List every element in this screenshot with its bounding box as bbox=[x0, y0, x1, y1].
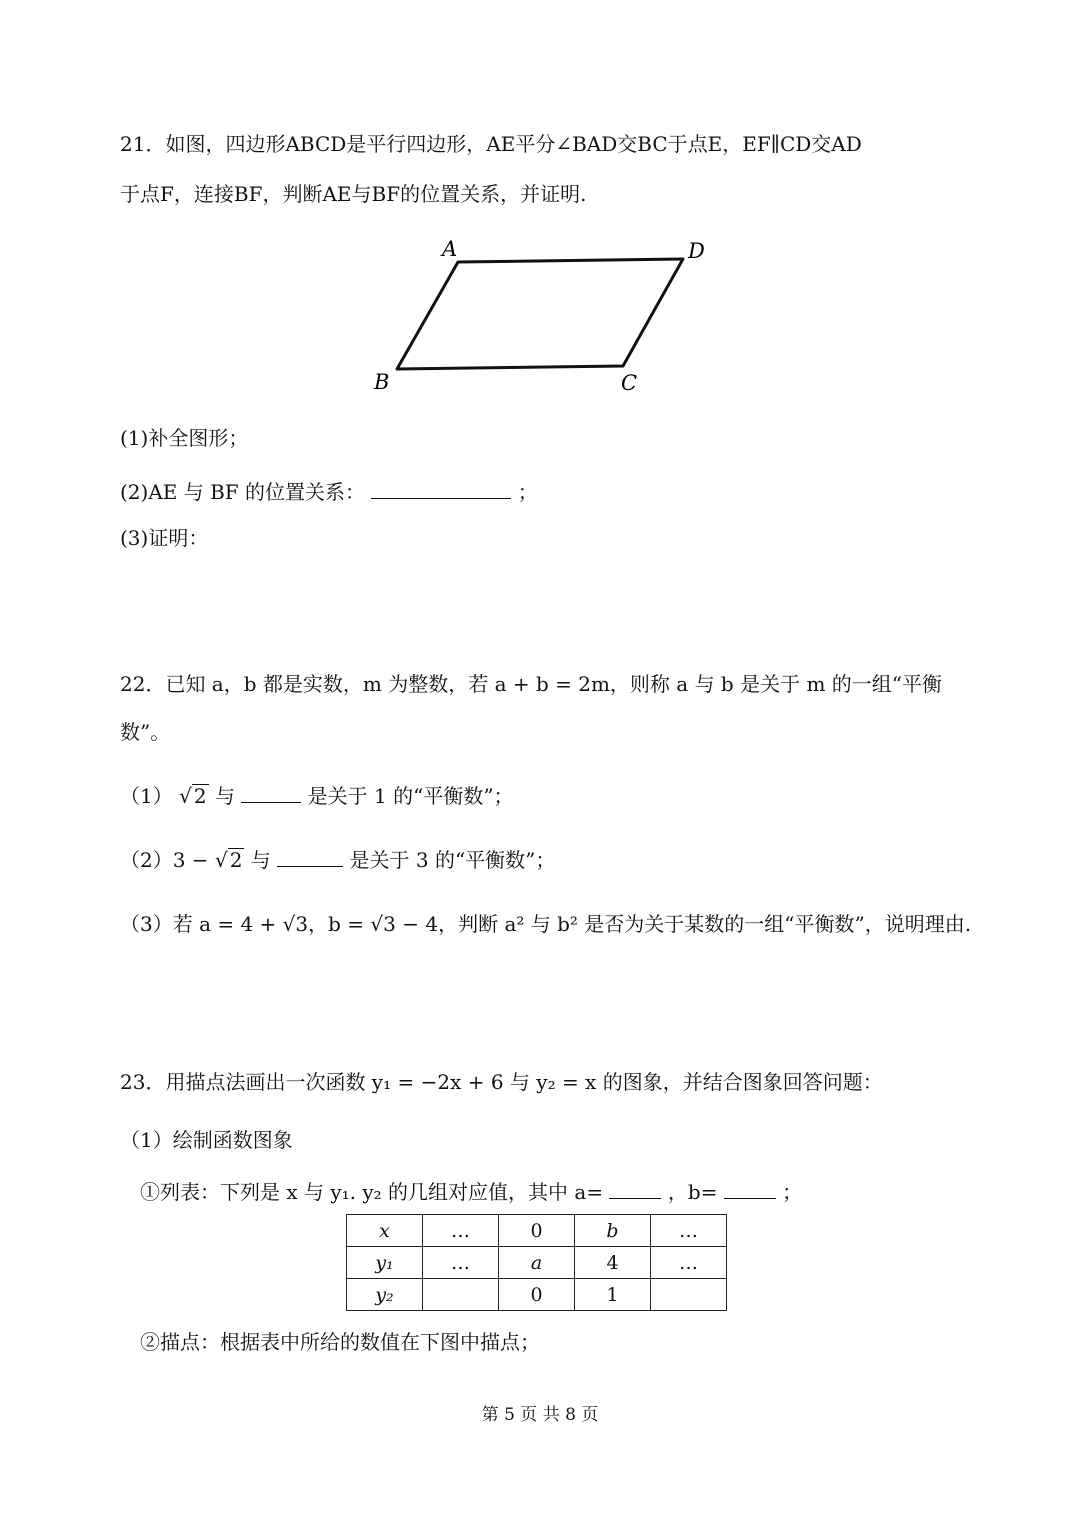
table-row bbox=[347, 1215, 727, 1247]
q22-part1-mid: 与 bbox=[214, 784, 235, 808]
q22-part2-post: 是关于 3 的“平衡数”； bbox=[349, 848, 556, 872]
q23-step2: ②描点：根据表中所给的数值在下图中描点； bbox=[140, 1330, 540, 1354]
q22-part1-post: 是关于 1 的“平衡数”； bbox=[307, 784, 514, 808]
parallelogram-figure bbox=[360, 232, 720, 402]
table-cell: … bbox=[423, 1215, 499, 1247]
table-cell: b bbox=[575, 1215, 651, 1247]
q22-part2-mid: 与 bbox=[250, 848, 271, 872]
q22-line1: 22．已知 a，b 都是实数，m 为整数，若 a + b = 2m，则称 a 与 b 是关于 m 的一组“平衡 bbox=[120, 672, 942, 696]
label-c: C bbox=[621, 371, 638, 395]
table-cell: y₁ bbox=[347, 1247, 423, 1279]
table-cell: a bbox=[499, 1247, 575, 1279]
table-cell bbox=[423, 1279, 499, 1311]
q22-part1-blank[interactable] bbox=[241, 780, 301, 803]
q21-part1: (1)补全图形； bbox=[120, 426, 249, 450]
q23-blank-b[interactable] bbox=[724, 1176, 776, 1199]
table-cell: 4 bbox=[575, 1247, 651, 1279]
q23-step1-pre: ①列表：下列是 x 与 y₁. y₂ 的几组对应值，其中 a= bbox=[140, 1180, 604, 1204]
q22-part1-radicand: 2 bbox=[193, 784, 207, 808]
q21-part3: (3)证明： bbox=[120, 526, 209, 550]
label-a: A bbox=[442, 237, 458, 261]
q23-step1 bbox=[140, 1176, 802, 1206]
q23-blank-a[interactable] bbox=[609, 1176, 661, 1199]
q22-part3: （3）若 a = 4 + √3，b = √3 − 4，判断 a² 与 b² 是否为关于某数的一组“平衡数”，说明理由. bbox=[120, 912, 972, 936]
table-cell: 0 bbox=[499, 1215, 575, 1247]
parallelogram-abcd bbox=[397, 259, 683, 369]
q22-part1 bbox=[120, 780, 514, 810]
label-b: B bbox=[374, 370, 390, 394]
q23-part1: （1）绘制函数图象 bbox=[120, 1128, 293, 1152]
q22-part2 bbox=[120, 844, 555, 874]
q22-line2: 数”。 bbox=[120, 720, 171, 744]
sqrt-symbol: √ 2 bbox=[179, 784, 207, 808]
table-cell: 0 bbox=[499, 1279, 575, 1311]
q23-step1-mid: ，b= bbox=[667, 1180, 718, 1204]
q21-answer-blank[interactable] bbox=[371, 476, 511, 499]
q21-part2 bbox=[120, 476, 538, 506]
table-cell: … bbox=[423, 1247, 499, 1279]
sqrt-symbol: √ 2 bbox=[214, 848, 243, 872]
label-d: D bbox=[688, 239, 705, 263]
table-cell: y₂ bbox=[347, 1279, 423, 1311]
q22-part2-pre: （2）3 − bbox=[120, 848, 209, 872]
q21-part2-text: (2)AE 与 BF 的位置关系： bbox=[120, 480, 366, 504]
q22-part2-radicand: 2 bbox=[229, 848, 243, 872]
table-cell: x bbox=[347, 1215, 423, 1247]
q21-line2: 于点F，连接BF，判断AE与BF的位置关系，并证明. bbox=[120, 182, 587, 206]
q21-part2-end: ； bbox=[517, 480, 538, 504]
table-cell: … bbox=[651, 1215, 727, 1247]
table-cell bbox=[651, 1279, 727, 1311]
q22-part1-pre: （1） bbox=[120, 784, 173, 808]
table-cell: 1 bbox=[575, 1279, 651, 1311]
q22-part2-blank[interactable] bbox=[277, 844, 343, 867]
value-table bbox=[346, 1214, 727, 1311]
page-footer: 第 5 页 共 8 页 bbox=[481, 1405, 599, 1425]
q21-line1: 21．如图，四边形ABCD是平行四边形，AE平分∠BAD交BC于点E，EF∥CD交AD bbox=[120, 132, 862, 156]
q23-step1-end: ； bbox=[782, 1180, 803, 1204]
q23-line1: 23．用描点法画出一次函数 y₁ = −2x + 6 与 y₂ = x 的图象，并结合图象回答问题： bbox=[120, 1070, 883, 1094]
table-cell: … bbox=[651, 1247, 727, 1279]
table-row bbox=[347, 1247, 727, 1279]
table-row bbox=[347, 1279, 727, 1311]
